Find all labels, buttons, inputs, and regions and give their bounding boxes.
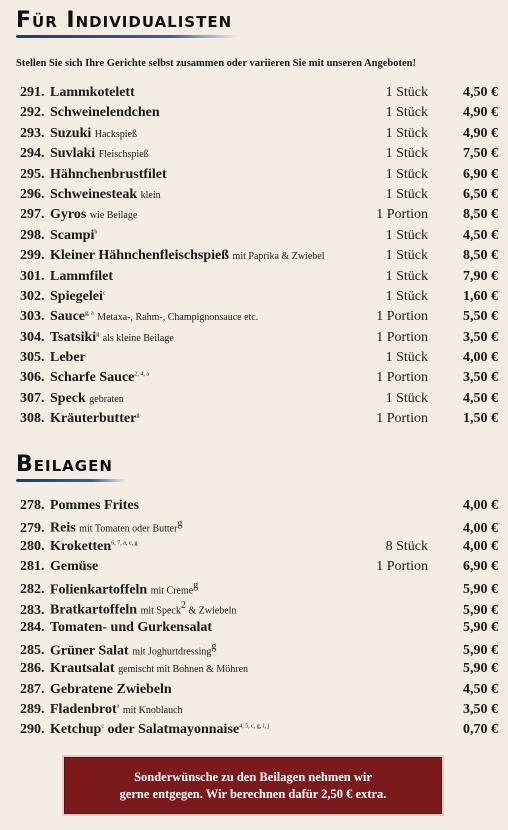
item-name-group xyxy=(50,85,356,101)
item-price: 5,90 € xyxy=(463,643,498,659)
item-name: Ketchup xyxy=(50,722,102,738)
item-name: Kräuterbutter xyxy=(50,411,137,427)
item-number: 294. xyxy=(20,146,45,162)
item-price: 5,90 € xyxy=(463,661,498,677)
item-number: 304. xyxy=(20,329,45,345)
menu-item xyxy=(20,126,498,146)
menu-item xyxy=(20,248,498,268)
item-name: Scampi xyxy=(50,227,95,243)
item-name: Gemüse xyxy=(50,559,99,575)
item-number: 306. xyxy=(20,370,45,386)
item-name-group xyxy=(50,248,356,264)
section-title-text: Beilagen xyxy=(16,452,113,477)
allergen-codes: c xyxy=(102,290,106,297)
item-name-group xyxy=(50,289,356,305)
item-name-group xyxy=(50,722,356,738)
item-name: Gebratene Zwiebeln xyxy=(50,681,172,697)
item-name: Schweinelendchen xyxy=(50,105,160,121)
item-quantity: 1 Stück xyxy=(385,248,428,264)
item-name-group xyxy=(50,391,356,407)
item-name-group xyxy=(50,207,356,223)
item-name-continued: oder Salatmayonnaise xyxy=(104,722,240,738)
item-name: Lammkotelett xyxy=(50,85,135,100)
item-name-group xyxy=(50,539,356,555)
allergen-codes: 4, 5, c, g, i, j xyxy=(239,723,270,730)
item-number: 289. xyxy=(20,701,45,717)
item-price: 4,90 € xyxy=(463,105,498,121)
item-name: Leber xyxy=(50,350,86,366)
item-price: 4,00 € xyxy=(463,521,498,537)
item-name-group xyxy=(50,682,356,698)
item-quantity: 1 Stück xyxy=(385,125,428,141)
item-name: Spiegelei xyxy=(50,288,103,304)
item-number: 297. xyxy=(20,207,45,223)
item-name-group xyxy=(50,620,356,636)
item-price: 6,90 € xyxy=(463,559,498,575)
item-number: 291. xyxy=(20,85,45,100)
item-name-group xyxy=(50,498,356,514)
item-name: Kleiner Hähnchenfleischspieß xyxy=(50,248,230,264)
menu-item xyxy=(20,350,498,370)
menu-item xyxy=(20,105,498,125)
item-name-group xyxy=(50,580,356,599)
item-name: Scharfe Sauce xyxy=(50,370,135,386)
item-name: Suvlaki xyxy=(50,146,96,162)
item-number: 292. xyxy=(20,105,45,121)
item-name-group xyxy=(50,661,356,677)
item-note: gemischt mit Bohnen & Möhren xyxy=(118,664,249,676)
item-number: 278. xyxy=(20,498,45,513)
item-name: Grüner Salat xyxy=(50,643,129,659)
item-quantity: 1 Stück xyxy=(385,227,428,243)
item-name-group xyxy=(50,228,356,244)
title-underline xyxy=(16,479,126,482)
menu-item xyxy=(20,228,498,248)
menu-item xyxy=(20,702,498,722)
item-quantity: 1 Portion xyxy=(376,309,428,325)
item-name-group xyxy=(50,126,356,142)
item-name-group xyxy=(50,309,356,325)
extra-wishes-banner xyxy=(64,757,442,814)
item-quantity: 1 Portion xyxy=(376,559,428,575)
item-note: gebraten xyxy=(89,393,124,405)
menu-item xyxy=(20,309,498,329)
item-price: 1,50 € xyxy=(463,411,498,427)
menu-item xyxy=(20,411,498,431)
item-price: 6,50 € xyxy=(463,186,498,202)
item-name-group xyxy=(50,330,356,346)
item-price: 5,90 € xyxy=(463,582,498,598)
item-number: 279. xyxy=(20,521,45,537)
section-title-text: Für Individualisten xyxy=(16,8,233,33)
item-note: Fleischspieß xyxy=(98,149,149,161)
item-name-group xyxy=(50,641,356,660)
item-note: als kleine Beilage xyxy=(102,332,174,344)
item-note: mit Knoblauch xyxy=(122,704,183,716)
item-number: 303. xyxy=(20,309,45,325)
item-name-group xyxy=(50,600,356,619)
item-number: 280. xyxy=(20,538,45,554)
item-name: Fladenbrot xyxy=(50,701,117,717)
item-number: 286. xyxy=(20,661,45,677)
item-note: mit Creme xyxy=(150,585,194,597)
item-price: 4,50 € xyxy=(463,390,498,406)
item-price: 3,50 € xyxy=(463,370,498,386)
item-price: 8,50 € xyxy=(463,248,498,264)
item-quantity: 8 Stück xyxy=(385,538,428,554)
item-quantity: 1 Portion xyxy=(376,370,428,386)
item-name: Schweinesteak xyxy=(50,186,138,202)
item-number: 307. xyxy=(20,390,45,406)
item-quantity: 1 Stück xyxy=(385,186,428,202)
item-price: 7,90 € xyxy=(463,268,498,284)
menu-item xyxy=(20,370,498,390)
allergen-codes: b xyxy=(94,229,98,236)
item-number: 305. xyxy=(20,350,45,366)
item-note: mit Paprika & Zwiebel xyxy=(232,251,325,263)
item-quantity: 1 Stück xyxy=(385,146,428,162)
allergen-codes: g xyxy=(136,412,140,419)
item-note: Hackspieß xyxy=(94,128,137,140)
item-number: 296. xyxy=(20,186,45,202)
menu-item xyxy=(20,661,498,681)
menu-item xyxy=(20,539,498,559)
menu-item xyxy=(20,85,498,105)
menu-item xyxy=(20,620,498,640)
item-price: 0,70 € xyxy=(463,722,498,738)
item-name-group xyxy=(50,187,356,203)
item-note: mit Joghurtdressing xyxy=(132,646,212,658)
item-name-group xyxy=(50,146,356,162)
menu-list-individualisten xyxy=(20,85,498,432)
menu-item xyxy=(20,187,498,207)
menu-item xyxy=(20,682,498,702)
item-name: Hähnchenbrustfilet xyxy=(50,166,167,182)
item-quantity: 1 Stück xyxy=(385,166,428,182)
section-title-beilagen xyxy=(16,452,126,482)
item-name: Gyros xyxy=(50,207,87,223)
item-note: Metaxa-, Rahm-, Champignonsauce etc. xyxy=(97,312,259,324)
item-price: 4,50 € xyxy=(463,681,498,697)
item-number: 308. xyxy=(20,411,45,427)
allergen-codes: g xyxy=(177,518,183,530)
item-number: 299. xyxy=(20,248,45,264)
menu-item xyxy=(20,498,498,518)
item-price: 8,50 € xyxy=(463,207,498,223)
menu-item xyxy=(20,167,498,187)
item-number: 298. xyxy=(20,227,45,243)
item-name-group xyxy=(50,411,356,427)
item-name: Kroketten xyxy=(50,538,112,554)
menu-item xyxy=(20,580,498,600)
item-price: 4,00 € xyxy=(463,350,498,366)
menu-item xyxy=(20,641,498,661)
item-price: 4,00 € xyxy=(463,498,498,513)
item-quantity: 1 Stück xyxy=(385,350,428,366)
item-quantity: 1 Portion xyxy=(376,411,428,427)
menu-item xyxy=(20,600,498,620)
item-quantity: 1 Stück xyxy=(385,85,428,100)
allergen-codes: g xyxy=(96,331,100,338)
item-note: mit Speck xyxy=(140,605,181,617)
allergen-codes: g, a xyxy=(85,310,94,317)
item-name-group xyxy=(50,269,356,285)
item-name: Suzuki xyxy=(50,125,92,141)
item-quantity: 1 Stück xyxy=(385,105,428,121)
title-underline xyxy=(16,35,238,38)
item-name: Pommes Frites xyxy=(50,498,140,513)
item-name: Bratkartoffeln xyxy=(50,602,138,618)
allergen-codes: a xyxy=(116,703,120,710)
item-number: 290. xyxy=(20,722,45,738)
menu-item xyxy=(20,722,498,742)
allergen-codes: g xyxy=(193,579,199,591)
item-price: 1,60 € xyxy=(463,288,498,304)
item-quantity: 1 Stück xyxy=(385,390,428,406)
item-price: 7,50 € xyxy=(463,146,498,162)
item-number: 293. xyxy=(20,125,45,141)
item-quantity: 1 Stück xyxy=(385,268,428,284)
item-price: 4,00 € xyxy=(463,538,498,554)
menu-item xyxy=(20,146,498,166)
section-title-individualisten xyxy=(16,8,238,38)
item-number: 284. xyxy=(20,620,45,636)
item-name-group xyxy=(50,518,356,537)
item-price: 3,50 € xyxy=(463,701,498,717)
item-number: 287. xyxy=(20,681,45,697)
intro-text: Stellen Sie sich Ihre Gerichte selbst zusammen oder variieren Sie mit unseren Angeboten! xyxy=(16,58,416,69)
item-name-group xyxy=(50,559,356,575)
allergen-codes: 2 xyxy=(180,599,186,611)
item-number: 301. xyxy=(20,268,45,284)
menu-item xyxy=(20,289,498,309)
item-name-group xyxy=(50,350,356,366)
item-note-continued: & Zwiebeln xyxy=(185,605,237,617)
item-number: 283. xyxy=(20,602,45,618)
item-price: 5,50 € xyxy=(463,309,498,325)
item-price: 5,90 € xyxy=(463,602,498,618)
item-name-group xyxy=(50,105,356,121)
item-number: 302. xyxy=(20,288,45,304)
item-number: 282. xyxy=(20,582,45,598)
item-number: 295. xyxy=(20,166,45,182)
allergen-codes: 2, 4, a xyxy=(134,371,150,378)
allergen-codes: c xyxy=(101,723,105,730)
item-number: 285. xyxy=(20,643,45,659)
item-quantity: 1 Portion xyxy=(376,329,428,345)
item-name: Reis xyxy=(50,521,76,537)
item-name-group xyxy=(50,702,356,718)
item-name: Tsatsiki xyxy=(50,329,97,345)
banner-line-1: Sonderwünsche zu den Beilagen nehmen wir xyxy=(134,769,372,784)
item-quantity: 1 Portion xyxy=(376,207,428,223)
item-name: Folienkartoffeln xyxy=(50,582,148,598)
item-price: 4,50 € xyxy=(463,227,498,243)
item-name: Lammfilet xyxy=(50,268,113,284)
item-name: Krautsalat xyxy=(50,661,115,677)
item-quantity: 1 Stück xyxy=(385,288,428,304)
menu-item xyxy=(20,559,498,579)
menu-item xyxy=(20,269,498,289)
item-name-group xyxy=(50,167,356,183)
item-price: 6,90 € xyxy=(463,166,498,182)
banner-line-2: gerne entgegen. Wir berechnen dafür 2,50 € extra. xyxy=(119,786,387,801)
item-price: 3,50 € xyxy=(463,329,498,345)
item-note: klein xyxy=(140,189,161,201)
item-price: 5,90 € xyxy=(463,620,498,636)
allergen-codes: g xyxy=(211,640,217,652)
item-note: mit Tomaten oder Butter xyxy=(79,524,178,536)
item-number: 281. xyxy=(20,559,45,575)
item-price: 4,50 € xyxy=(463,85,498,100)
item-name-group xyxy=(50,370,356,386)
menu-item xyxy=(20,518,498,538)
allergen-codes: 6, 7, a, c, g xyxy=(111,540,138,547)
item-name: Tomaten- und Gurkensalat xyxy=(50,620,213,636)
menu-item xyxy=(20,330,498,350)
item-price: 4,90 € xyxy=(463,125,498,141)
menu-item xyxy=(20,391,498,411)
item-name: Sauce xyxy=(50,309,85,325)
menu-list-beilagen xyxy=(20,498,498,743)
item-note: wie Beilage xyxy=(89,210,138,222)
item-name: Speck xyxy=(50,390,86,406)
menu-item xyxy=(20,207,498,227)
